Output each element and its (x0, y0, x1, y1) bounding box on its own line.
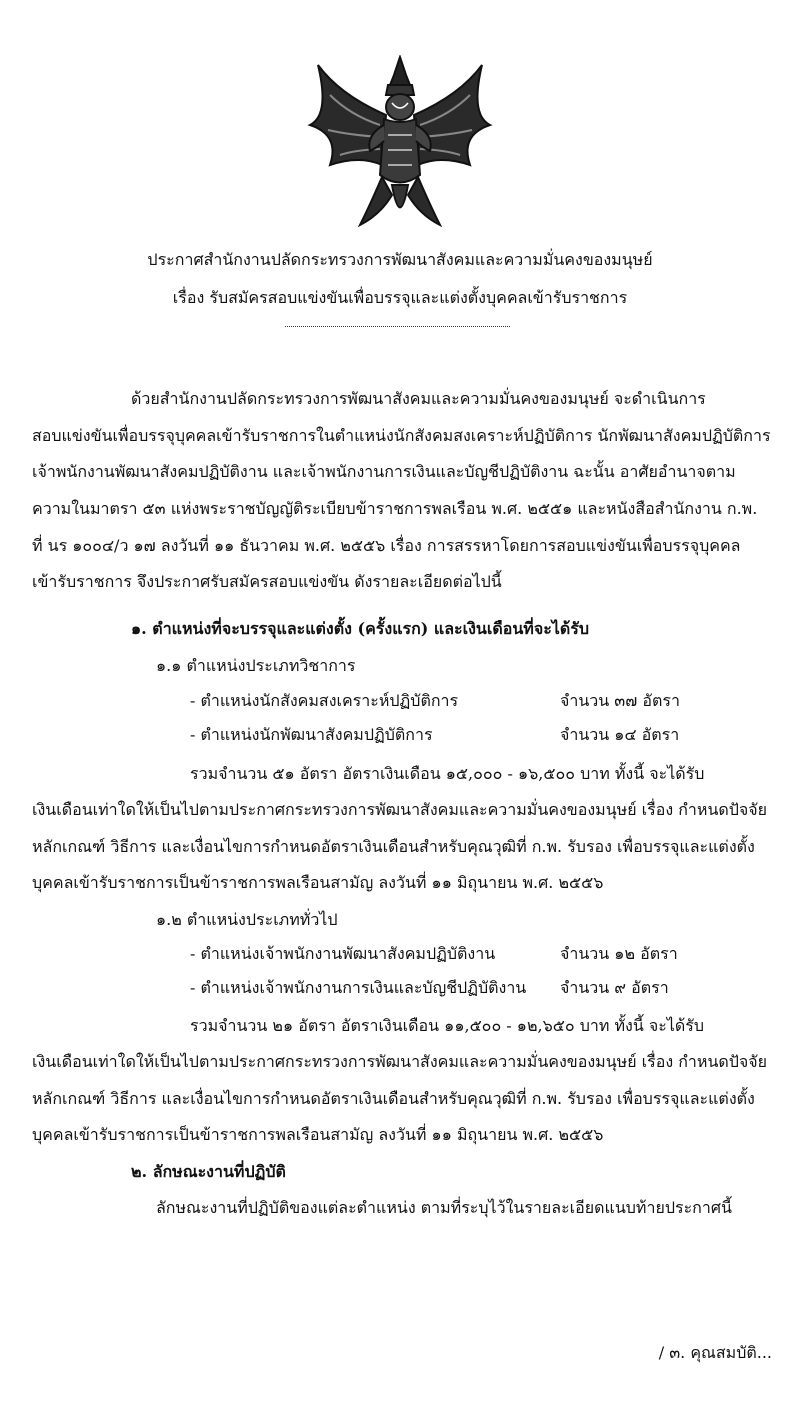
intro-line: เจ้าพนักงานพัฒนาสังคมปฏิบัติงาน และเจ้าพนักงานการเงินและบัญชีปฏิบัติงาน ฉะนั้น อาศัยอำนาจตาม (32, 462, 736, 481)
salary-line: บุคคลเข้ารับราชการเป็นข้าราชการพลเรือนสามัญ ลงวันที่ ๑๑ มิถุนายน พ.ศ. ๒๕๕๖ (32, 873, 604, 892)
salary-line: เงินเดือนเท่าใดให้เป็นไปตามประกาศกระทรวงการพัฒนาสังคมและความมั่นคงของมนุษย์ เรื่อง กำหนดปัจจัย (32, 800, 768, 819)
announcement-subject: เรื่อง รับสมัครสอบแข่งขันเพื่อบรรจุและแต่งตั้งบุคคลเข้ารับราชการ (172, 288, 628, 307)
intro-line: ความในมาตรา ๕๓ แห่งพระราชบัญญัติระเบียบข้าราชการพลเรือน พ.ศ. ๒๕๕๑ และหนังสือสำนักงาน ก.พ. (32, 499, 758, 518)
position-count: จำนวน ๑๔ อัตรา (560, 725, 680, 744)
salary-line: บุคคลเข้ารับราชการเป็นข้าราชการพลเรือนสามัญ ลงวันที่ ๑๑ มิถุนายน พ.ศ. ๒๕๕๖ (32, 1125, 604, 1144)
section2-text: ลักษณะงานที่ปฏิบัติของแต่ละตำแหน่ง ตามที่ระบุไว้ในรายละเอียดแนบท้ายประกาศนี้ (156, 1198, 732, 1217)
section1-heading: ๑. ตำแหน่งที่จะบรรจุและแต่งตั้ง (ครั้งแรก) และเงินเดือนที่จะได้รับ (131, 619, 589, 638)
salary-line: รวมจำนวน ๒๑ อัตรา อัตราเงินเดือน ๑๑,๕๐๐ - ๑๒,๖๕๐ บาท ทั้งนี้ จะได้รับ (190, 1016, 705, 1035)
subsection-heading: ๑.๒ ตำแหน่งประเภททั่วไป (156, 910, 338, 929)
salary-line: หลักเกณฑ์ วิธีการ และเงื่อนไขการกำหนดอัตราเงินเดือนสำหรับคุณวุฒิที่ ก.พ. รับรอง เพื่อบรรจุและแต่งตั้ง (32, 1089, 755, 1108)
intro-line: ด้วยสำนักงานปลัดกระทรวงการพัฒนาสังคมและความมั่นคงของมนุษย์ จะดำเนินการ (131, 389, 706, 408)
salary-line: หลักเกณฑ์ วิธีการ และเงื่อนไขการกำหนดอัตราเงินเดือนสำหรับคุณวุฒิที่ ก.พ. รับรอง เพื่อบรรจุและแต่งตั้ง (32, 837, 755, 856)
intro-line: เข้ารับราชการ จึงประกาศรับสมัครสอบแข่งขัน ดังรายละเอียดต่อไปนี้ (32, 572, 502, 591)
salary-line: รวมจำนวน ๕๑ อัตรา อัตราเงินเดือน ๑๕,๐๐๐ - ๑๖,๕๐๐ บาท ทั้งนี้ จะได้รับ (190, 764, 705, 783)
position-name: - ตำแหน่งเจ้าพนักงานพัฒนาสังคมปฏิบัติงาน (190, 944, 496, 963)
salary-line: เงินเดือนเท่าใดให้เป็นไปตามประกาศกระทรวงการพัฒนาสังคมและความมั่นคงของมนุษย์ เรื่อง กำหนดปัจจัย (32, 1052, 768, 1071)
garuda-emblem-icon (300, 55, 500, 235)
section2-heading: ๒. ลักษณะงานที่ปฏิบัติ (131, 1162, 286, 1181)
announcement-title: ประกาศสำนักงานปลัดกระทรวงการพัฒนาสังคมและความมั่นคงของมนุษย์ (147, 250, 653, 269)
intro-line: สอบแข่งขันเพื่อบรรจุบุคคลเข้ารับราชการในตำแหน่งนักสังคมสงเคราะห์ปฏิบัติการ นักพัฒนาสังคมปฏิบัติการ (32, 426, 771, 445)
position-count: จำนวน ๙ อัตรา (560, 978, 669, 997)
position-count: จำนวน ๓๗ อัตรา (560, 691, 680, 710)
subsection-heading: ๑.๑ ตำแหน่งประเภทวิชาการ (156, 656, 356, 675)
intro-line: ที่ นร ๑๐๐๔/ว ๑๗ ลงวันที่ ๑๑ ธันวาคม พ.ศ. ๒๕๕๖ เรื่อง การสรรหาโดยการสอบแข่งขันเพื่อบรรจุบุคคล (32, 536, 741, 555)
position-name: - ตำแหน่งเจ้าพนักงานการเงินและบัญชีปฏิบัติงาน (190, 978, 527, 997)
position-name: - ตำแหน่งนักพัฒนาสังคมปฏิบัติการ (190, 725, 433, 744)
position-count: จำนวน ๑๒ อัตรา (560, 944, 678, 963)
position-name: - ตำแหน่งนักสังคมสงเคราะห์ปฏิบัติการ (190, 691, 459, 710)
divider (285, 326, 510, 327)
continuation-note: / ๓. คุณสมบัติ... (658, 1343, 772, 1362)
